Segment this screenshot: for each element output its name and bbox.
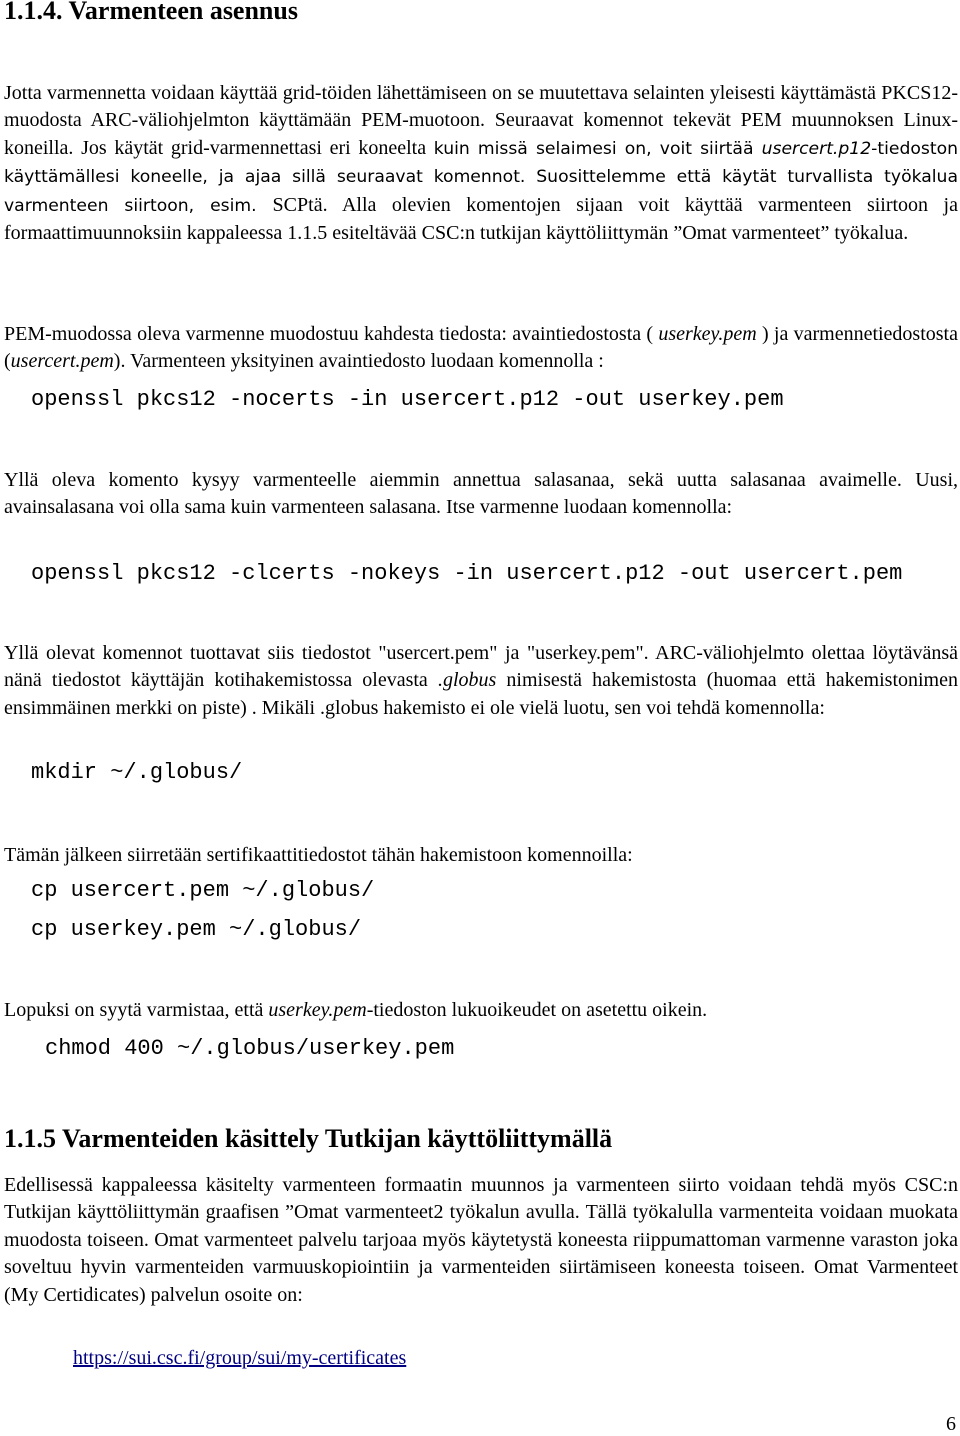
paragraph-intro-text-d: -tiedoston käyttämällesi koneelle, ja ajaa sillä seuraavat komennot. Suosittelemme että käytät turvallista työkalua varmenteen siirtoon, esim. bbox=[4, 138, 958, 216]
dirname-globus: .globus bbox=[437, 669, 497, 692]
paragraph-password-note: Yllä oleva komento kysyy varmenteelle aiemmin annettua salasanaa, sekä uutta salasanaa avaimelle. Uusi, avainsalasana voi olla sama kuin varmenteen salasana. Itse varmenne luodaan komennolla: bbox=[4, 469, 958, 519]
paragraph-globus-directory bbox=[4, 640, 958, 722]
paragraph-intro-text-a: Jotta varmennetta voidaan käyttää grid-töiden lähettämiseen on se muutettava selainten yleisesti käyttämästä PKCS12-muodosta ARC-väliohjelmton käyttämään PEM-muotoon. Seuraavat komennot tekevät PEM muunnoksen Linux-koneilla. Jos käytät grid-varmennettasi eri koneelta bbox=[4, 82, 958, 159]
filename-usercert-p12: usercert.p12 bbox=[761, 138, 872, 159]
paragraph-pem-format bbox=[4, 321, 958, 376]
paragraph-perm-text-a: Lopuksi on syytä varmistaa, että bbox=[4, 999, 269, 1021]
paragraph-pem-text-c: ) ja varmennetiedostosta ( bbox=[4, 323, 958, 373]
paragraph-perm-text-c: -tiedoston lukuoikeudet on asetettu oikein. bbox=[366, 999, 708, 1021]
section-heading-varmenteen-asennus: 1.1.4. Varmenteen asennus bbox=[4, 0, 298, 25]
paragraph-globus-text-a: Yllä olevat komennot tuottavat siis tiedostot "usercert.pem" ja "userkey.pem". ARC-väliohjelmto olettaa löytävänsä nänä tiedostot käyttäjän kotihakemistossa olevasta bbox=[4, 642, 958, 692]
paragraph-intro-text-e: SCPtä. Alla olevien komentojen sijaan voit käyttää varmenteen siirtoon ja formaattimuunnoksiin kappaleessa 1.1.5 esiteltävää CSC:n tutkijan käyttöliittymän ”Omat varmenteet” työkalua. bbox=[4, 193, 958, 245]
paragraph-pem-text-e: ). Varmenteen yksityinen avaintiedosto luodaan komennolla : bbox=[113, 350, 604, 373]
my-certificates-link[interactable]: https://sui.csc.fi/group/sui/my-certificates bbox=[73, 1347, 407, 1369]
command-openssl-clcerts: openssl pkcs12 -clcerts -nokeys -in usercert.p12 -out usercert.pem bbox=[31, 561, 903, 586]
paragraph-pem-text-a: PEM-muodossa oleva varmenne muodostuu kahdesta tiedosta: avaintiedostosta ( bbox=[4, 323, 659, 345]
filename-usercert-pem: usercert.pem bbox=[10, 350, 114, 373]
page-number: 6 bbox=[946, 1413, 956, 1435]
paragraph-globus-text-c: nimisestä hakemistosta (huomaa että hakemistonimen ensimmäinen merkki on piste) . Mikäli .globus hakemisto ei ole vielä luotu, sen voi tehdä komennolla: bbox=[4, 669, 958, 719]
paragraph-intro bbox=[4, 80, 958, 247]
command-chmod-userkey: chmod 400 ~/.globus/userkey.pem bbox=[45, 1036, 455, 1061]
paragraph-my-certificates: Edellisessä kappaleessa käsitelty varmenteen formaatin muunnos ja varmenteen siirto voidaan tehdä myös CSC:n Tutkijan käyttöliittymän graafisen ”Omat varmenteet2 työkalun avulla. Tällä työkalulla varmenteita voidaan muokata muodosta toiseen. Omat varmenteet palvelu tarjoaa myös käytetystä koneesta riippumattoman varmenne varaston joka soveltuu hyvin varmenteiden varmuuskopiointiin ja varmenteiden siirtämiseen koneesta toiseen. Omat Varmenteet (My Certidicates) palvelun osoite on: bbox=[4, 1174, 958, 1306]
section-heading-tutkijan-kayttoliittyma: 1.1.5 Varmenteiden käsittely Tutkijan käyttöliittymällä bbox=[4, 1124, 613, 1153]
paragraph-permissions bbox=[4, 997, 958, 1024]
command-mkdir-globus: mkdir ~/.globus/ bbox=[31, 760, 243, 785]
command-cp-usercert: cp usercert.pem ~/.globus/ bbox=[31, 878, 375, 903]
command-openssl-nocerts: openssl pkcs12 -nocerts -in usercert.p12 -out userkey.pem bbox=[31, 387, 784, 412]
paragraph-copy-files: Tämän jälkeen siirretään sertifikaattitiedostot tähän hakemistoon komennoilla: bbox=[4, 844, 633, 866]
paragraph-intro-text-b: kuin missä selaimesi on, voit siirtää bbox=[433, 138, 762, 159]
filename-userkey-pem-2: userkey.pem bbox=[268, 999, 367, 1021]
filename-userkey-pem: userkey.pem bbox=[658, 323, 757, 345]
command-cp-userkey: cp userkey.pem ~/.globus/ bbox=[31, 917, 362, 942]
